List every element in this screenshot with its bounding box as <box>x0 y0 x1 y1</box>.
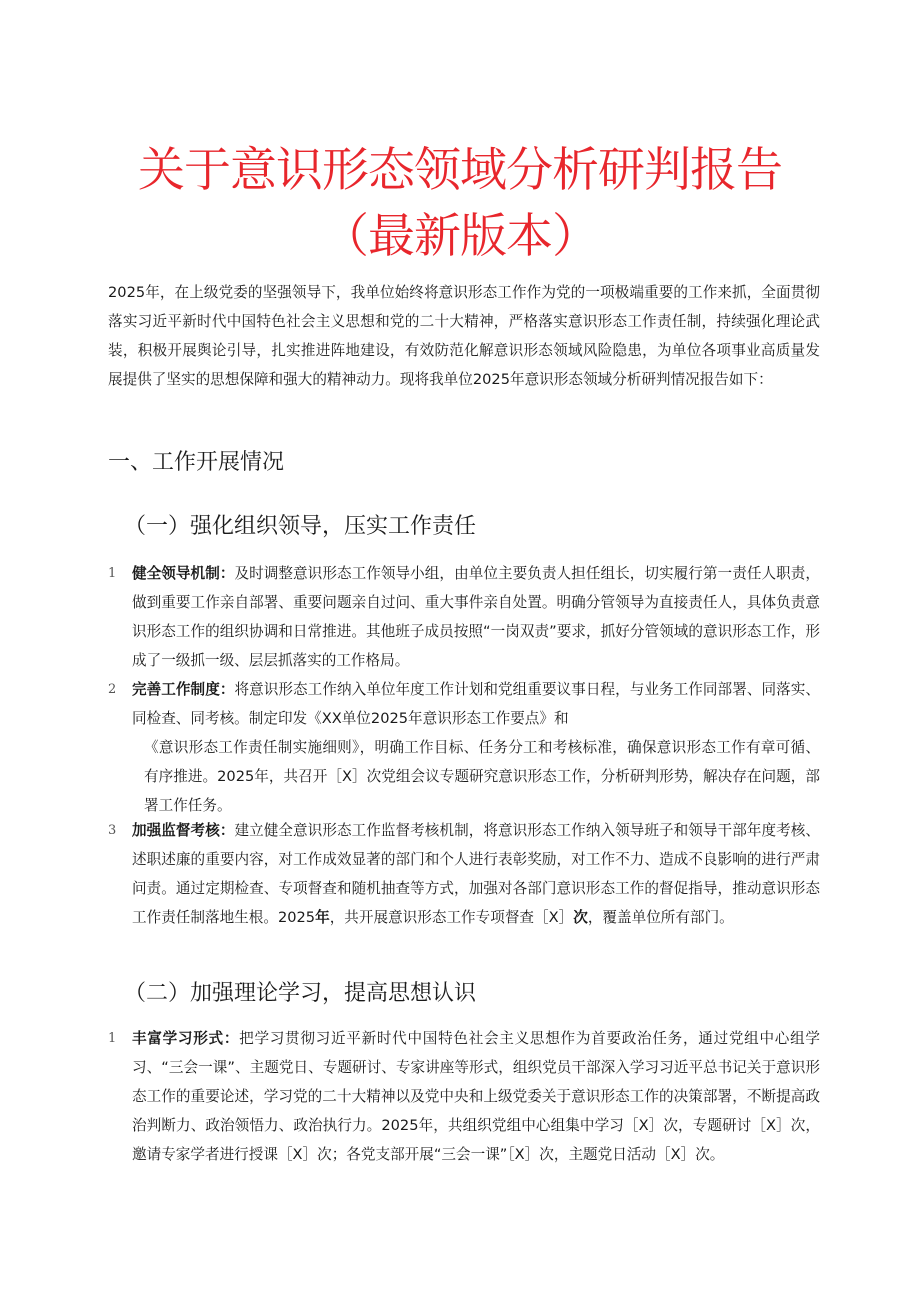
list-item <box>108 675 820 820</box>
list-item <box>108 816 820 932</box>
item-text-continued: 《意识形态工作责任制实施细则》，明确工作目标、任务分工和考核标准，确保意识形态工作有章可循、有序推进。2025年，共召开［X］次党组会议专题研究意识形态工作，分析研判形势，解决存在问题，部署工作任务。 <box>144 739 820 814</box>
section-heading-1: 一、工作开展情况 <box>108 450 285 475</box>
item-paragraph <box>108 816 820 932</box>
item-number: 2 <box>108 682 117 697</box>
item-paragraph <box>108 675 820 820</box>
item-bold: 年 <box>315 909 330 926</box>
item-number: 1 <box>108 566 117 581</box>
item-text: 建立健全意识形态工作监督考核机制，将意识形态工作纳入领导班子和领导干部年度考核、述职述廉的重要内容，对工作成效显著的部门和个人进行表彰奖励，对工作不力、造成不良影响的进行严肃问责。通过定期检查、专项督查和随机抽查等方式，加强对各部门意识形态工作的督促指导，推动意识形态工作责任制落地生根。2025 <box>132 822 820 926</box>
intro-paragraph: 2025年，在上级党委的坚强领导下，我单位始终将意识形态工作作为党的一项极端重要的工作来抓，全面贯彻落实习近平新时代中国特色社会主义思想和党的二十大精神，严格落实意识形态工作责任制，持续强化理论武装，积极开展舆论引导，扎实推进阵地建设，有效防范化解意识形态领域风险隐患，为单位各项事业高质量发展提供了坚实的思想保障和强大的精神动力。现将我单位2025年意识形态领域分析研判情况报告如下： <box>108 284 820 388</box>
list-item <box>108 559 820 675</box>
item-text: 把学习贯彻习近平新时代中国特色社会主义思想作为首要政治任务，通过党组中心组学习、“三会一课”、主题党日、专题研讨、专家讲座等形式，组织党员干部深入学习习近平总书记关于意识形态工作的重要论述，学习党的二十大精神以及党中央和上级党委关于意识形态工作的决策部署，不断提高政治判断力、政治领悟力、政治执行力。2025年，共组织党组中心组集中学习［X］次，专题研讨［X］次，邀请专家学者进行授课［X］次；各党支部开展“三会一课”［X］次，主题党日活动［X］次。 <box>132 1030 820 1163</box>
subsection-heading-2: （二）加强理论学习，提高思想认识 <box>124 981 477 1006</box>
item-bold: 次 <box>573 909 588 926</box>
list-item <box>108 1024 820 1169</box>
subsection-heading-1: （一）强化组织领导，压实工作责任 <box>124 514 477 539</box>
item-lead: 丰富学习形式： <box>132 1030 240 1047</box>
item-paragraph <box>108 559 820 675</box>
document-title: 关于意识形态领域分析研判报告（最新版本） <box>138 143 782 264</box>
item-text: ，共开展意识形态工作专项督查［X］ <box>329 909 574 926</box>
item-paragraph <box>108 1024 820 1169</box>
item-lead: 完善工作制度： <box>132 681 235 698</box>
item-number: 1 <box>108 1031 117 1046</box>
item-lead: 加强监督考核： <box>132 822 235 839</box>
item-text: ，覆盖单位所有部门。 <box>587 909 734 926</box>
item-text: 及时调整意识形态工作领导小组，由单位主要负责人担任组长，切实履行第一责任人职责，做到重要工作亲自部署、重要问题亲自过问、重大事件亲自处置。明确分管领导为直接责任人，具体负责意识形态工作的组织协调和日常推进。其他班子成员按照“一岗双责”要求，抓好分管领域的意识形态工作，形成了一级抓一级、层层抓落实的工作格局。 <box>132 565 820 669</box>
item-text: 将意识形态工作纳入单位年度工作计划和党组重要议事日程，与业务工作同部署、同落实、同检查、同考核。制定印发《XX单位2025年意识形态工作要点》和 <box>132 681 820 727</box>
item-lead: 健全领导机制： <box>132 565 235 582</box>
item-number: 3 <box>108 823 117 838</box>
